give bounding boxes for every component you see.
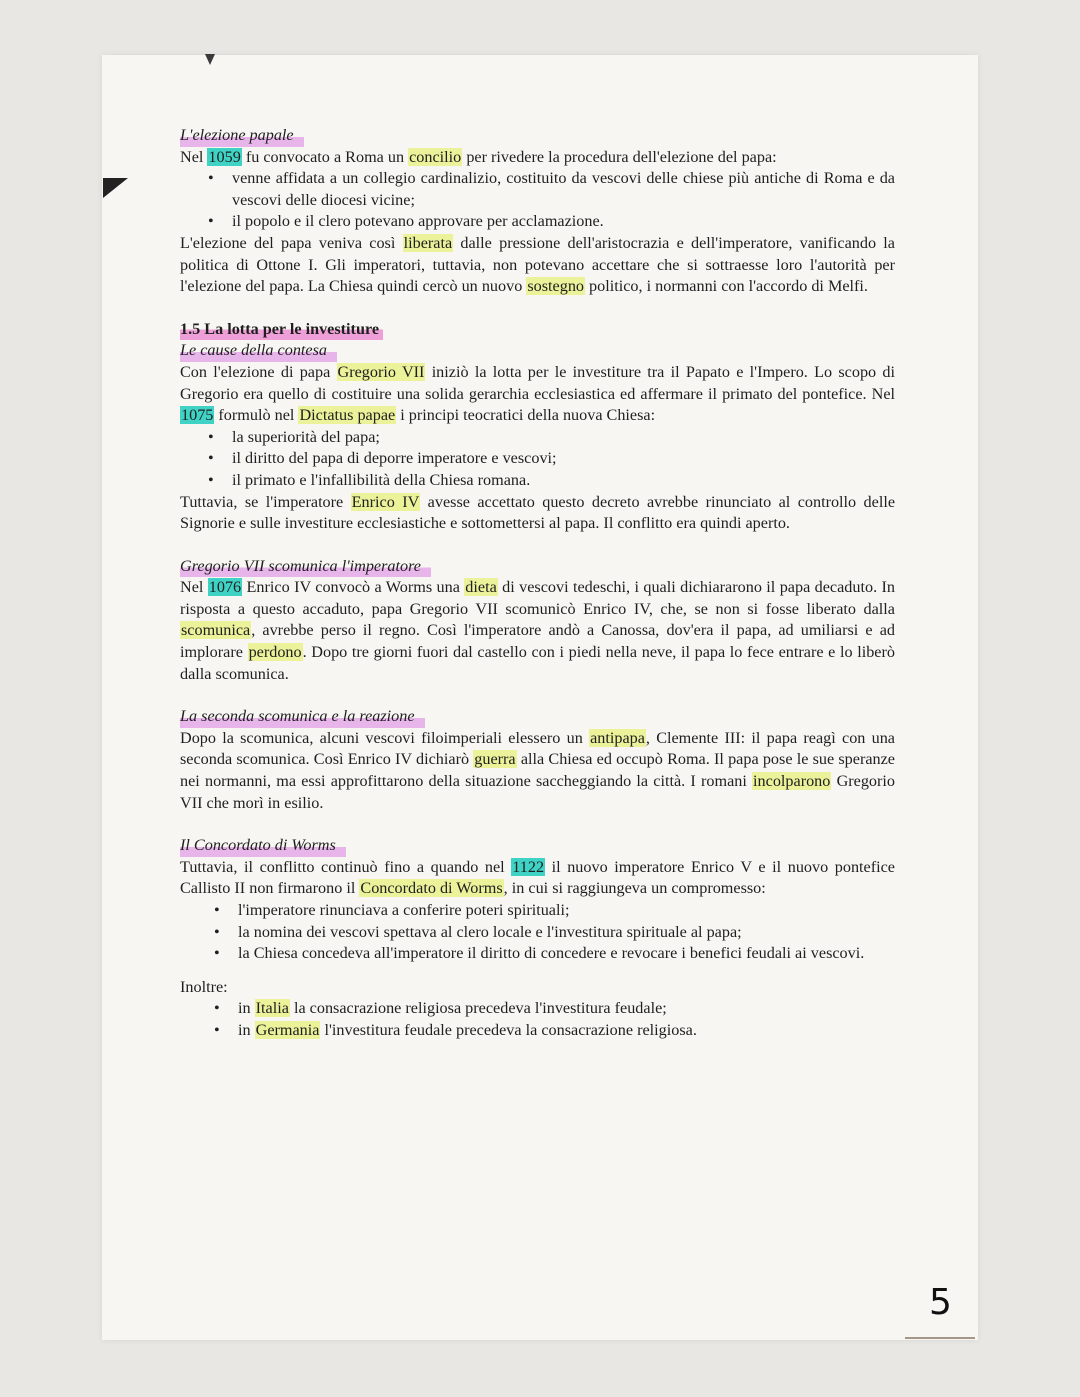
highlight-term: dieta [465,578,497,597]
paragraph: Tuttavia, il conflitto continuò fino a quando nel 1122 il nuovo imperatore Enrico V e il nuovo pontefice Callisto II non firmarono il Concordato di Worms, in cui si raggiungeva un compromesso: [180,857,895,898]
highlight-term: antipapa [590,728,645,747]
section-scomunica [180,556,895,686]
subtitle: Gregorio VII scomunica l'imperatore [180,556,431,578]
highlight-term: perdono [248,643,302,662]
section-seconda-scomunica [180,706,895,814]
section-concordato-worms [180,835,895,965]
highlight-term: incolparono [753,772,831,791]
paragraph: Dopo la scomunica, alcuni vescovi filoimperiali elessero un antipapa, Clemente III: il papa reagì con una seconda scomunica. Così Enrico IV dichiarò guerra alla Chiesa ed occupò Roma. Il papa pose le sue speranze nei normanni, ma essi approfittarono della situazione saccheggiando la città. I romani incolparono Gregorio VII che morì in esilio. [180,728,896,812]
subtitle: La seconda scomunica e la reazione [180,706,425,728]
bullet-list [180,900,895,965]
section-elezione-papale [180,125,895,298]
highlight-term: Enrico IV [351,492,420,511]
list-item: • in Italia la consacrazione religiosa precedeva l'investitura feudale; [238,998,895,1020]
page-number: 5 [929,1282,952,1323]
list-item: • il diritto del papa di deporre imperatore e vescovi; [232,448,895,470]
highlight-term: Germania [255,1020,320,1039]
page-number-underline [905,1337,975,1339]
bullet-list [180,998,895,1041]
list-item: • il primato e l'infallibilità della Chiesa romana. [232,470,895,492]
highlight-term: sostegno [527,277,584,296]
subtitle: Le cause della contesa [180,340,337,362]
edge-mark [103,178,128,198]
highlight-date: 1059 [208,147,241,166]
paragraph: Nel 1059 fu convocato a Roma un concilio per rivedere la procedura dell'elezione del papa: [180,147,777,166]
section-inoltre [180,977,895,1042]
list-item: • in Germania l'investitura feudale precedeva la consacrazione religiosa. [238,1020,895,1042]
highlight-date: 1122 [512,857,545,876]
section-lotta-investiture [180,319,895,535]
bullet-list [180,427,895,492]
list-item: • il popolo e il clero potevano approvare per acclamazione. [232,211,895,233]
highlight-date: 1076 [208,578,242,597]
highlight-term: Concordato di Worms [360,879,503,898]
highlight-term: guerra [474,750,516,769]
highlight-term: concilio [409,147,462,166]
bullet-list [180,168,895,233]
highlight-date: 1075 [181,406,214,425]
list-item: • la Chiesa concedeva all'imperatore il diritto di concedere e revocare i benefici feudali ai vescovi. [238,943,895,965]
section-title: 1.5 La lotta per le investiture [180,319,383,341]
inoltre-label: Inoltre: [180,977,228,996]
corner-mark [205,54,215,65]
highlight-term: scomunica [181,621,251,640]
paragraph: Con l'elezione di papa Gregorio VII iniziò la lotta per le investiture tra il Papato e l'Impero. Lo scopo di Gregorio era quello di costituire una solida gerarchia ecclesiastica ed affermare il primato del pontefice. Nel 1075 formulò nel Dictatus papae i principi teocratici della nuova Chiesa: [180,362,895,425]
list-item: • venne affidata a un collegio cardinalizio, costituito da vescovi delle chiese più antiche di Roma e da vescovi delle diocesi vicine; [232,168,895,211]
list-item: • la superiorità del papa; [232,427,895,449]
subtitle: L'elezione papale [180,125,304,147]
paragraph: L'elezione del papa veniva così liberata dalle pressione dell'aristocrazia e dell'imperatore, vanificando la politica di Ottone I. Gli imperatori, tuttavia, non potevano accettare che si sottraesse loro l'autorità per l'elezione del papa. La Chiesa quindi cercò un nuovo sostegno politico, i normanni con l'accordo di Melfi. [180,233,895,296]
highlight-term: Dictatus papae [299,406,396,425]
subtitle: Il Concordato di Worms [180,835,346,857]
list-item: • l'imperatore rinunciava a conferire poteri spirituali; [238,900,895,922]
paragraph: Nel 1076 Enrico IV convocò a Worms una dieta di vescovi tedeschi, i quali dichiararono il papa decaduto. In risposta a questo accaduto, papa Gregorio VII scomunicò Enrico IV, che, se non si fosse liberato dalla scomunica, avrebbe perso il regno. Così l'imperatore andò a Canossa, dov'era il papa, ad umiliarsi e ad implorare perdono. Dopo tre giorni fuori dal castello con i piedi nella neve, il papa lo fece entrare e lo liberò dalla scomunica. [180,578,895,683]
page-content [180,125,895,1042]
list-item: • la nomina dei vescovi spettava al clero locale e l'investitura spirituale al papa; [238,922,895,944]
highlight-term: Italia [255,999,289,1018]
highlight-term: Gregorio VII [337,362,425,381]
paragraph: Tuttavia, se l'imperatore Enrico IV avesse accettato questo decreto avrebbe rinunciato al controllo delle Signorie e sulle investiture ecclesiastiche e sottomettersi al papa. Il conflitto era quindi aperto. [180,492,896,533]
highlight-term: liberata [403,233,453,252]
